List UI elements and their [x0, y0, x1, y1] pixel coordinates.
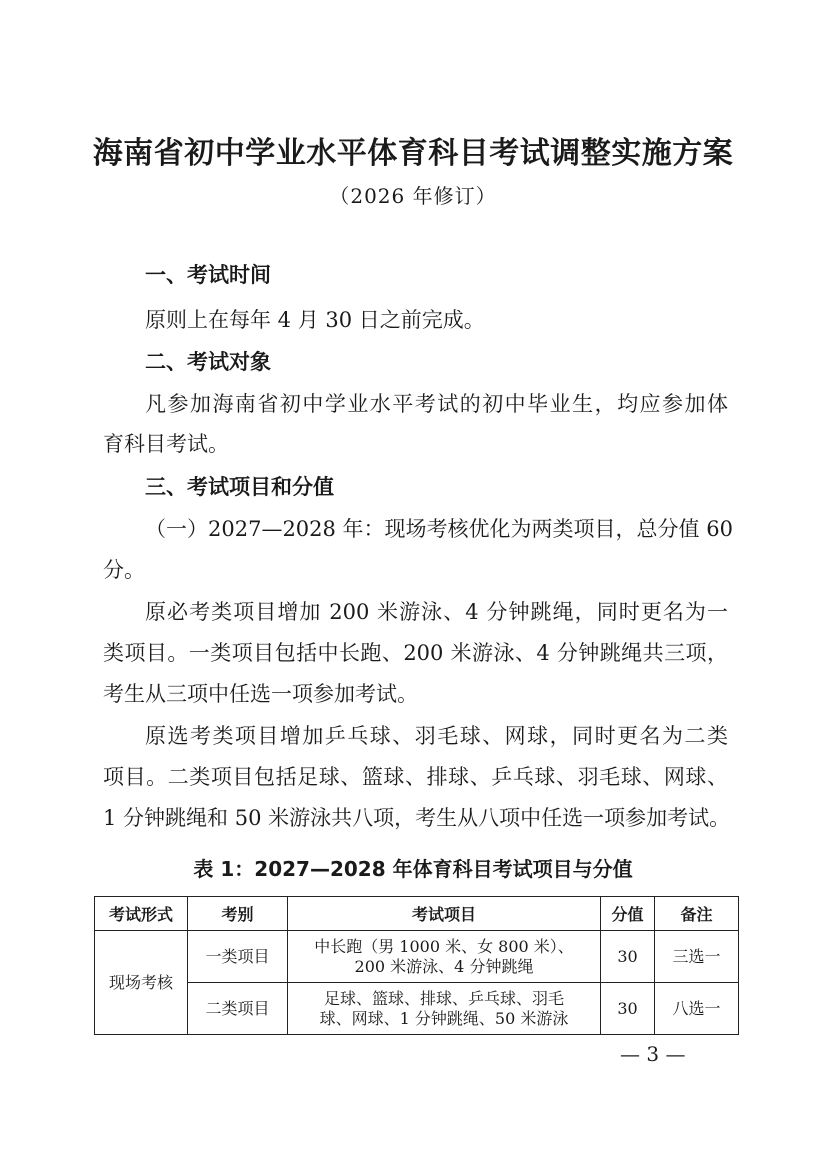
- column-header: 考试项目: [288, 897, 601, 931]
- note-cell: 八选一: [655, 983, 739, 1035]
- table-row: [95, 931, 739, 983]
- paragraph-line: 项目。二类项目包括足球、篮球、排球、乒乓球、羽毛球、网球、: [103, 765, 728, 789]
- items-cell: [288, 931, 601, 983]
- items-cell: [288, 983, 601, 1035]
- paragraph-line: 类项目。一类项目包括中长跑、200 米游泳、4 分钟跳绳共三项，: [103, 641, 728, 665]
- paragraph-line: 原则上在每年 4 月 30 日之前完成。: [145, 308, 485, 332]
- score-cell: 30: [601, 983, 655, 1035]
- items-line: 200 米游泳、4 分钟跳绳: [354, 956, 534, 976]
- paragraph-line: 1 分钟跳绳和 50 米游泳共八项，考生从八项中任选一项参加考试。: [103, 806, 731, 830]
- paragraph-line: 分。: [103, 558, 145, 582]
- table-header-row: [95, 897, 739, 931]
- score-cell: 30: [601, 931, 655, 983]
- note-cell: 三选一: [655, 931, 739, 983]
- paragraph-line: 原选考类项目增加乒乓球、羽毛球、网球，同时更名为二类: [145, 724, 728, 748]
- section-heading-exam-target: 二、考试对象: [145, 350, 271, 374]
- section-heading-exam-items: 三、考试项目和分值: [145, 475, 334, 499]
- items-line: 中长跑（男 1000 米、女 800 米）、: [314, 936, 574, 956]
- document-title: 海南省初中学业水平体育科目考试调整实施方案: [92, 136, 734, 171]
- column-header: 备注: [655, 897, 739, 931]
- table-row: [95, 983, 739, 1035]
- page-number: — 3 —: [620, 1042, 686, 1066]
- document-subtitle: （2026 年修订）: [329, 184, 497, 208]
- paragraph-line: （一）2027—2028 年：现场考核优化为两类项目，总分值 60: [145, 517, 733, 541]
- section-heading-exam-time: 一、考试时间: [145, 263, 271, 287]
- paragraph-line: 考生从三项中任选一项参加考试。: [103, 682, 418, 706]
- items-line: 球、网球、1 分钟跳绳、50 米游泳: [319, 1008, 569, 1028]
- column-header: 考别: [188, 897, 288, 931]
- category-cell: 二类项目: [188, 983, 288, 1035]
- table-caption: 表 1：2027—2028 年体育科目考试项目与分值: [193, 857, 633, 881]
- exam-form-cell: 现场考核: [95, 931, 188, 1035]
- paragraph-line: 凡参加海南省初中学业水平考试的初中毕业生，均应参加体: [145, 392, 728, 416]
- paragraph-line: 原必考类项目增加 200 米游泳、4 分钟跳绳，同时更名为一: [145, 600, 728, 624]
- items-line: 足球、篮球、排球、乒乓球、羽毛: [323, 988, 564, 1008]
- paragraph-line: 育科目考试。: [103, 432, 229, 456]
- exam-items-table: [94, 896, 739, 1035]
- column-header: 考试形式: [95, 897, 188, 931]
- category-cell: 一类项目: [188, 931, 288, 983]
- column-header: 分值: [601, 897, 655, 931]
